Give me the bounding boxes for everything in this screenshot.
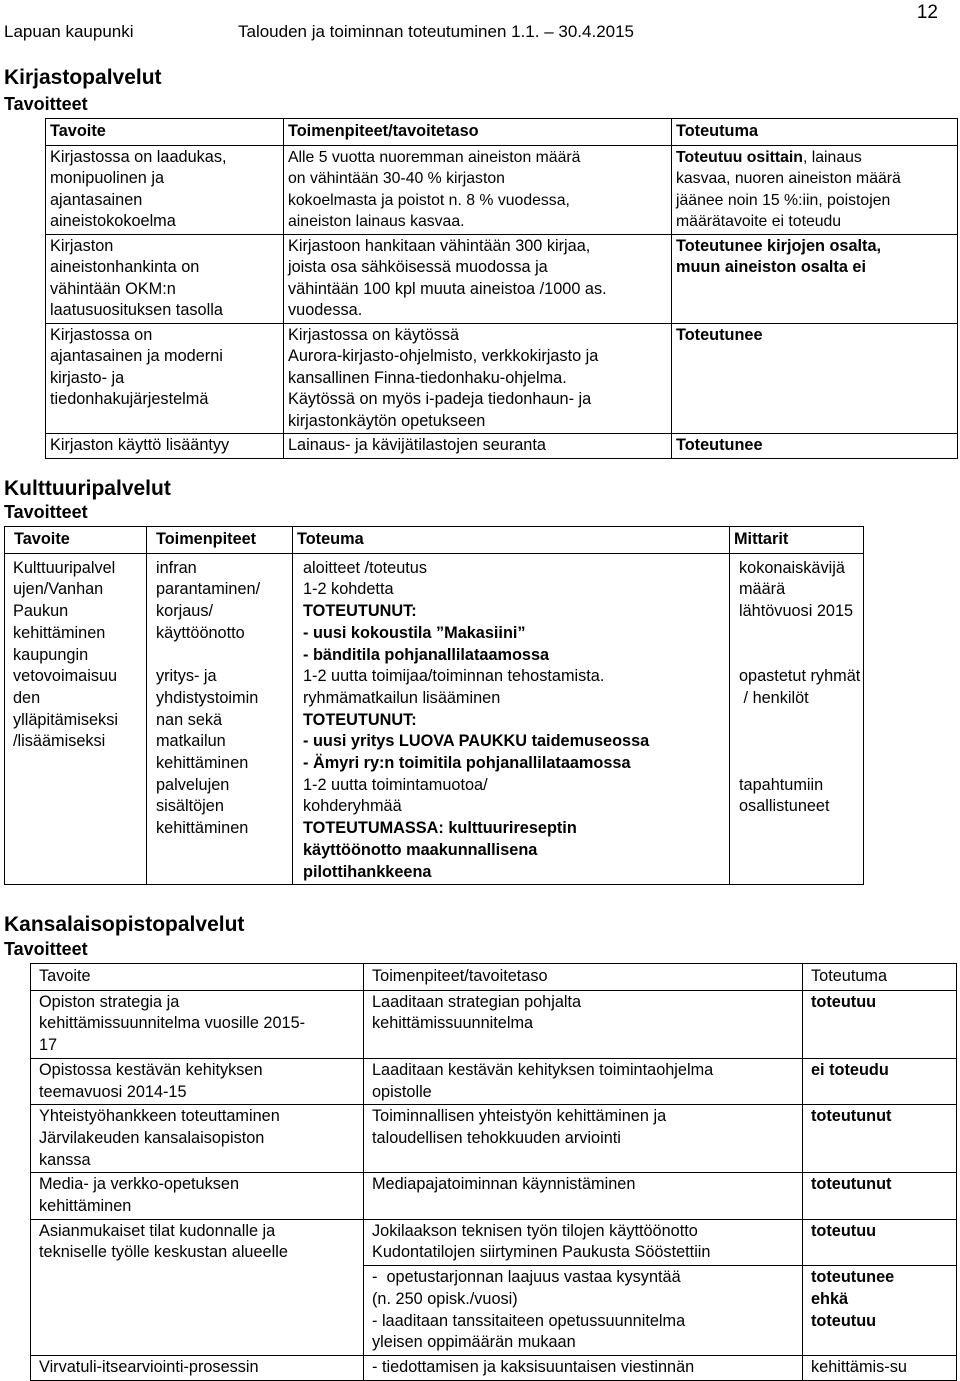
cell-line: käyttöönotto maakunnallisena: [303, 840, 538, 859]
cell-line: Lainaus- ja kävijätilastojen seuranta: [288, 436, 546, 454]
cell-line: toteutunee: [811, 1268, 895, 1287]
cell-line: on vähintään 30-40 % kirjaston: [288, 170, 505, 187]
result-cell: [672, 434, 958, 459]
cell-line: Laaditaan kestävän kehityksen toimintaohjelma: [372, 1060, 714, 1079]
goal-cell: [31, 990, 364, 1058]
cell-line: Käytössä on myös i-padeja tiedonhaun- ja: [288, 390, 592, 408]
culture-goals-table: [4, 526, 864, 885]
cell-line: kehittämis-su: [811, 1357, 907, 1376]
cell-line: joista osa sähköisessä muodossa ja: [288, 258, 548, 276]
header-org: Lapuan kaupunki: [4, 22, 134, 41]
cell-line: opastetut ryhmät: [739, 667, 861, 686]
cell-line: - laaditaan tanssitaiteen opetussuunnitelma: [372, 1311, 686, 1330]
result-cell: [293, 553, 730, 885]
action-cell: [364, 1355, 803, 1380]
cell-line: parantaminen/: [156, 580, 261, 599]
goal-cell: [46, 145, 284, 234]
cell-line: TOTEUTUNUT:: [303, 710, 417, 729]
cell-line: Asianmukaiset tilat kudonnalle ja: [39, 1221, 276, 1240]
cell-line: sisältöjen: [156, 797, 224, 816]
action-cell: [284, 323, 672, 434]
table-row: [46, 145, 958, 234]
column-header: Tavoite: [31, 964, 364, 991]
cell-line: lähtövuosi 2015: [739, 602, 854, 621]
cell-line: kehittäminen: [13, 623, 106, 642]
cell-line: matkailun: [156, 732, 226, 751]
cell-line: Kulttuuripalvel: [13, 558, 116, 577]
goal-cell: [31, 1355, 364, 1380]
cell-line: tekniselle työlle keskustan alueelle: [39, 1243, 288, 1262]
result-cell: [803, 1173, 957, 1219]
cell-line: ryhmämatkailun lisääminen: [303, 688, 501, 707]
cell-line: tapahtumiin: [739, 775, 824, 794]
cell-line: vähintään OKM:n: [50, 279, 176, 298]
cell-line: Yhteistyöhankkeen toteuttaminen: [39, 1107, 280, 1126]
table-row: [31, 1173, 957, 1219]
cell-line: muun aineiston osalta ei: [676, 258, 866, 276]
cell-line: monipuolinen ja: [50, 169, 165, 187]
cell-line: kehittäminen: [156, 819, 249, 838]
action-cell: [364, 1058, 803, 1104]
column-header: Toteutuma: [803, 964, 957, 991]
cell-line: toteutunut: [811, 1107, 892, 1126]
cell-line: toteutunut: [811, 1175, 892, 1194]
table-header-row: [46, 119, 958, 146]
result-cell: [803, 1266, 957, 1356]
cell-line: kokoelmasta ja poistot n. 8 % vuodessa,: [288, 191, 570, 209]
cell-line: kansallinen Finna-tiedonhaku-ohjelma.: [288, 368, 567, 387]
cell-line: Toteutunee: [676, 325, 763, 344]
cell-line: Laaditaan strategian pohjalta: [372, 992, 582, 1011]
cell-line: 1-2 uutta toimijaa/toiminnan tehostamista.: [303, 667, 605, 686]
cell-line: 1-2 uutta toimintamuotoa/: [303, 775, 488, 794]
cell-line: Mediapajatoiminnan käynnistäminen: [372, 1175, 636, 1194]
cell-line: yritys- ja: [156, 667, 217, 686]
cell-line: kehittäminen: [39, 1197, 132, 1216]
cell-line: vähintään 100 kpl muuta aineistoa /1000 as.: [288, 279, 607, 298]
cell-line: jäänee noin 15 %:iin, poistojen: [676, 191, 891, 209]
column-header: Toimenpiteet: [147, 527, 293, 554]
goal-cell: [46, 434, 284, 459]
cell-line: nan sekä: [156, 710, 223, 729]
goal-cell: [46, 323, 284, 434]
table-row: [5, 553, 864, 885]
cell-line: Kirjastossa on laadukas,: [50, 147, 227, 166]
library-goals-table: [45, 118, 958, 459]
column-header: Toimenpiteet/tavoitetaso: [284, 119, 672, 146]
cell-line: ajantasainen ja moderni: [50, 347, 223, 365]
result-cell: [803, 1355, 957, 1380]
goal-cell: [31, 1173, 364, 1219]
cell-line: määrätavoite ei toteudu: [676, 213, 842, 230]
section-title-adult-education: Kansalaisopistopalvelut: [4, 913, 245, 936]
cell-line: kaupungin: [13, 645, 89, 664]
cell-line: toteutuu: [811, 1311, 877, 1330]
cell-line: korjaus/: [156, 602, 214, 621]
cell-line: kanssa: [39, 1150, 91, 1169]
cell-line: osallistuneet: [739, 797, 830, 816]
action-cell: [364, 990, 803, 1058]
result-cell: [803, 990, 957, 1058]
cell-line: Media- ja verkko-opetuksen: [39, 1175, 239, 1194]
cell-line: vetovoimaisuu: [13, 667, 118, 686]
cell-line: 17: [39, 1036, 58, 1055]
cell-line: opistolle: [372, 1082, 432, 1101]
cell-line: Kirjastossa on käytössä: [288, 325, 460, 344]
goal-cell: [31, 1219, 364, 1265]
cell-line: vuodessa.: [288, 301, 363, 319]
table-row: [31, 1266, 957, 1356]
cell-line: Opistossa kestävän kehityksen: [39, 1060, 263, 1079]
cell-line: ujen/Vanhan: [13, 580, 104, 599]
action-cell: [364, 1219, 803, 1265]
header-report-title: Talouden ja toiminnan toteutuminen 1.1. – 30.4.2015: [238, 22, 635, 41]
section-title-culture: Kulttuuripalvelut: [4, 477, 171, 500]
cell-line: kohderyhmää: [303, 797, 402, 816]
cell-line: taloudellisen tehokkuuden arviointi: [372, 1128, 621, 1147]
cell-line: 1-2 kohdetta: [303, 580, 394, 599]
cell-line: kasvaa, nuoren aineiston määrä: [676, 170, 901, 187]
goal-cell: [31, 1058, 364, 1104]
action-cell: [364, 1105, 803, 1173]
result-status: Toteutuu osittain: [676, 148, 803, 166]
result-cell: [672, 234, 958, 323]
table-header-row: [5, 527, 864, 554]
action-cell: [147, 553, 293, 885]
cell-line: Toteutunee: [676, 436, 763, 454]
cell-line: aineistokokoelma: [50, 212, 176, 230]
cell-line: Kirjaston: [50, 236, 114, 255]
cell-line: aineistonhankinta on: [50, 258, 200, 276]
cell-line: Virvatuli-itsearviointi-prosessin: [39, 1357, 259, 1376]
cell-line: (n. 250 opisk./vuosi): [372, 1289, 518, 1308]
goal-cell: [31, 1266, 364, 1356]
cell-line: toteutuu: [811, 1221, 877, 1240]
cell-line: - opetustarjonnan laajuus vastaa kysyntää: [372, 1268, 681, 1287]
cell-line: ylläpitämiseksi: [13, 710, 118, 729]
cell-line: TOTEUTUMASSA: kulttuurireseptin: [303, 819, 577, 838]
cell-line: pilottihankkeena: [303, 862, 432, 881]
column-header: Toimenpiteet/tavoitetaso: [364, 964, 803, 991]
cell-line: aloitteet /toteutus: [303, 558, 428, 577]
section-title-library: Kirjastopalvelut: [4, 66, 162, 89]
cell-line: kehittämissuunnitelma vuosille 2015-: [39, 1014, 306, 1033]
column-header: Tavoite: [5, 527, 147, 554]
table-row: [31, 990, 957, 1058]
table-row: [31, 1355, 957, 1380]
cell-line: den: [13, 688, 41, 707]
cell-line: / henkilöt: [739, 688, 809, 707]
cell-line: TOTEUTUNUT:: [303, 602, 417, 621]
cell-line: kirjastonkäytön opetukseen: [288, 411, 486, 430]
cell-line: Jokilaakson teknisen työn tilojen käyttöönotto: [372, 1221, 698, 1240]
action-cell: [284, 434, 672, 459]
cell-line: Järvilakeuden kansalaisopiston: [39, 1128, 265, 1147]
table-header-row: [31, 964, 957, 991]
cell-line: Kirjastoon hankitaan vähintään 300 kirjaa,: [288, 236, 591, 255]
meter-cell: [730, 553, 864, 885]
table-row: [46, 323, 958, 434]
action-cell: [284, 145, 672, 234]
cell-line: teemavuosi 2014-15: [39, 1082, 187, 1101]
cell-line: Kudontatilojen siirtyminen Paukusta Sööstettiin: [372, 1243, 711, 1262]
cell-line: ehkä: [811, 1289, 849, 1308]
column-header: Tavoite: [46, 119, 284, 146]
cell-line: - bänditila pohjanallilataamossa: [303, 645, 550, 664]
result-cell: [672, 145, 958, 234]
cell-line: kirjasto- ja: [50, 368, 125, 387]
result-cell: [803, 1058, 957, 1104]
action-cell: [364, 1266, 803, 1356]
cell-line: , lainaus: [802, 148, 862, 166]
cell-line: Toiminnallisen yhteistyön kehittäminen ja: [372, 1107, 667, 1126]
cell-line: /lisäämiseksi: [13, 732, 106, 751]
goal-cell: [31, 1105, 364, 1173]
cell-line: infran: [156, 558, 197, 577]
cell-line: ei toteudu: [811, 1060, 889, 1079]
cell-line: palvelujen: [156, 775, 230, 794]
column-header: Mittarit: [730, 527, 864, 554]
cell-line: käyttöönotto: [156, 623, 245, 642]
result-cell: [803, 1219, 957, 1265]
table-row: [31, 1105, 957, 1173]
column-header: Toteutuma: [672, 119, 958, 146]
column-header: Toteuma: [293, 527, 730, 554]
section-subtitle-culture: Tavoitteet: [4, 502, 88, 522]
cell-line: Opiston strategia ja: [39, 992, 180, 1011]
cell-line: ajantasainen: [50, 190, 143, 209]
cell-line: yleisen oppimäärän mukaan: [372, 1333, 576, 1352]
table-row: [31, 1058, 957, 1104]
cell-line: laatusuosituksen tasolla: [50, 301, 223, 319]
section-subtitle-adult-education: Tavoitteet: [4, 939, 88, 959]
table-row: [31, 1219, 957, 1265]
cell-line: Kirjaston käyttö lisääntyy: [50, 436, 230, 454]
goal-cell: [5, 553, 147, 885]
cell-line: kehittämissuunnitelma: [372, 1014, 534, 1033]
cell-line: - uusi kokoustila ”Makasiini”: [303, 623, 526, 642]
cell-line: - Ämyri ry:n toimitila pohjanallilataamossa: [303, 754, 631, 773]
cell-line: - tiedottamisen ja kaksisuuntaisen viestinnän: [372, 1357, 695, 1376]
cell-line: Aurora-kirjasto-ohjelmisto, verkkokirjasto ja: [288, 347, 599, 365]
section-subtitle-library: Tavoitteet: [4, 94, 88, 114]
goal-cell: [46, 234, 284, 323]
cell-line: - uusi yritys LUOVA PAUKKU taidemuseossa: [303, 732, 650, 751]
cell-line: Toteutunee kirjojen osalta,: [676, 236, 882, 255]
cell-line: tiedonhakujärjestelmä: [50, 390, 209, 408]
page-number: 12: [916, 2, 938, 23]
table-row: [46, 234, 958, 323]
cell-line: määrä: [739, 580, 786, 599]
action-cell: [364, 1173, 803, 1219]
table-row: [46, 434, 958, 459]
cell-line: kehittäminen: [156, 754, 249, 773]
result-cell: [672, 323, 958, 434]
action-cell: [284, 234, 672, 323]
cell-line: Alle 5 vuotta nuoremman aineiston määrä: [288, 148, 581, 166]
result-cell: [803, 1105, 957, 1173]
cell-line: Paukun: [13, 602, 69, 621]
cell-line: Kirjastossa on: [50, 325, 153, 344]
cell-line: kokonaiskävijä: [739, 558, 845, 577]
cell-line: toteutuu: [811, 992, 877, 1011]
cell-line: yhdistystoimin: [156, 688, 259, 707]
adult-education-goals-table: [30, 963, 957, 1381]
cell-line: aineiston lainaus kasvaa.: [288, 213, 465, 230]
